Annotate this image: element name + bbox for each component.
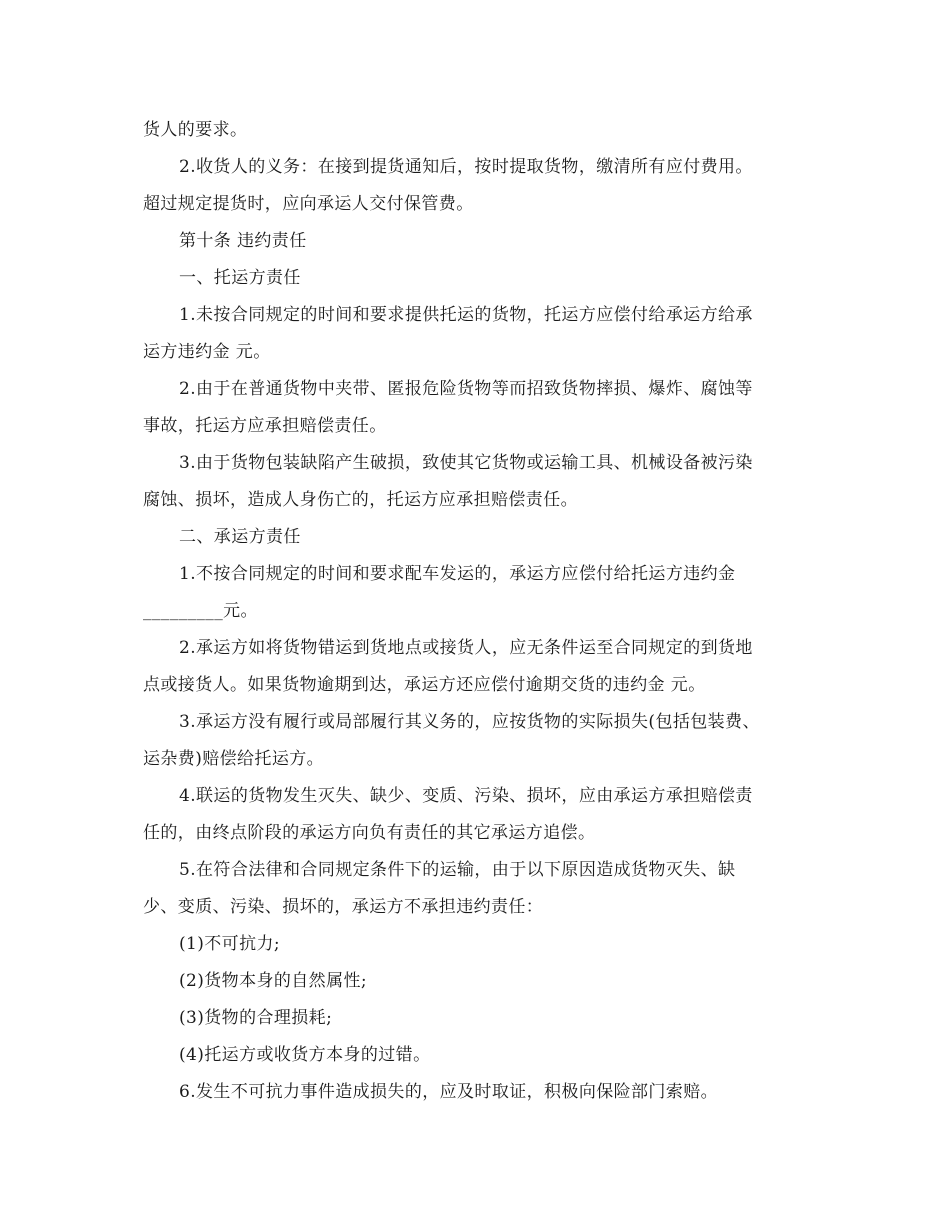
text-line: 3.由于货物包装缺陷产生破损，致使其它货物或运输工具、机械设备被污染 xyxy=(179,453,753,473)
text-line: 2.收货人的义务：在接到提货通知后，按时提取货物，缴清所有应付费用。 xyxy=(179,157,753,177)
text-line: 事故，托运方应承担赔偿责任。 xyxy=(143,416,387,436)
list-item: (1)不可抗力; xyxy=(179,934,281,954)
text-line: 腐蚀、损坏，造成人身伤亡的，托运方应承担赔偿责任。 xyxy=(143,490,578,510)
text-line: 点或接货人。如果货物逾期到达，承运方还应偿付逾期交货的违约金 元。 xyxy=(143,675,706,695)
list-item: (3)货物的合理损耗; xyxy=(179,1008,333,1028)
text-line: 运杂费)赔偿给托运方。 xyxy=(143,749,325,769)
list-item: (2)货物本身的自然属性; xyxy=(179,971,368,991)
document-body xyxy=(143,112,811,1111)
section-heading: 第十条 违约责任 xyxy=(179,231,307,251)
text-line: 运方违约金 元。 xyxy=(143,342,271,362)
text-line: 6.发生不可抗力事件造成损失的，应及时取证，积极向保险部门索赔。 xyxy=(179,1082,719,1102)
text-line: _________元。 xyxy=(143,601,258,621)
text-line: 3.承运方没有履行或局部履行其义务的，应按货物的实际损失(包括包装费、 xyxy=(179,712,760,732)
text-line: 超过规定提货时，应向承运人交付保管费。 xyxy=(143,194,474,214)
text-line: 1.不按合同规定的时间和要求配车发运的，承运方应偿付给托运方违约金 xyxy=(179,564,736,584)
text-line: 少、变质、污染、损坏的，承运方不承担违约责任： xyxy=(143,897,544,917)
text-line: 4.联运的货物发生灭失、缺少、变质、污染、损坏，应由承运方承担赔偿责 xyxy=(179,786,753,806)
text-line: 2.由于在普通货物中夹带、匿报危险货物等而招致货物摔损、爆炸、腐蚀等 xyxy=(179,379,753,399)
subsection-heading: 二、承运方责任 xyxy=(179,527,301,547)
text-line: 货人的要求。 xyxy=(143,120,248,140)
text-line: 2.承运方如将货物错运到货地点或接货人，应无条件运至合同规定的到货地 xyxy=(179,638,753,658)
text-line: 5.在符合法律和合同规定条件下的运输，由于以下原因造成货物灭失、缺 xyxy=(179,860,736,880)
list-item: (4)托运方或收货方本身的过错。 xyxy=(179,1045,431,1065)
subsection-heading: 一、托运方责任 xyxy=(179,268,301,288)
text-line: 任的，由终点阶段的承运方向负有责任的其它承运方追偿。 xyxy=(143,823,596,843)
text-line: 1.未按合同规定的时间和要求提供托运的货物，托运方应偿付给承运方给承 xyxy=(179,305,753,325)
